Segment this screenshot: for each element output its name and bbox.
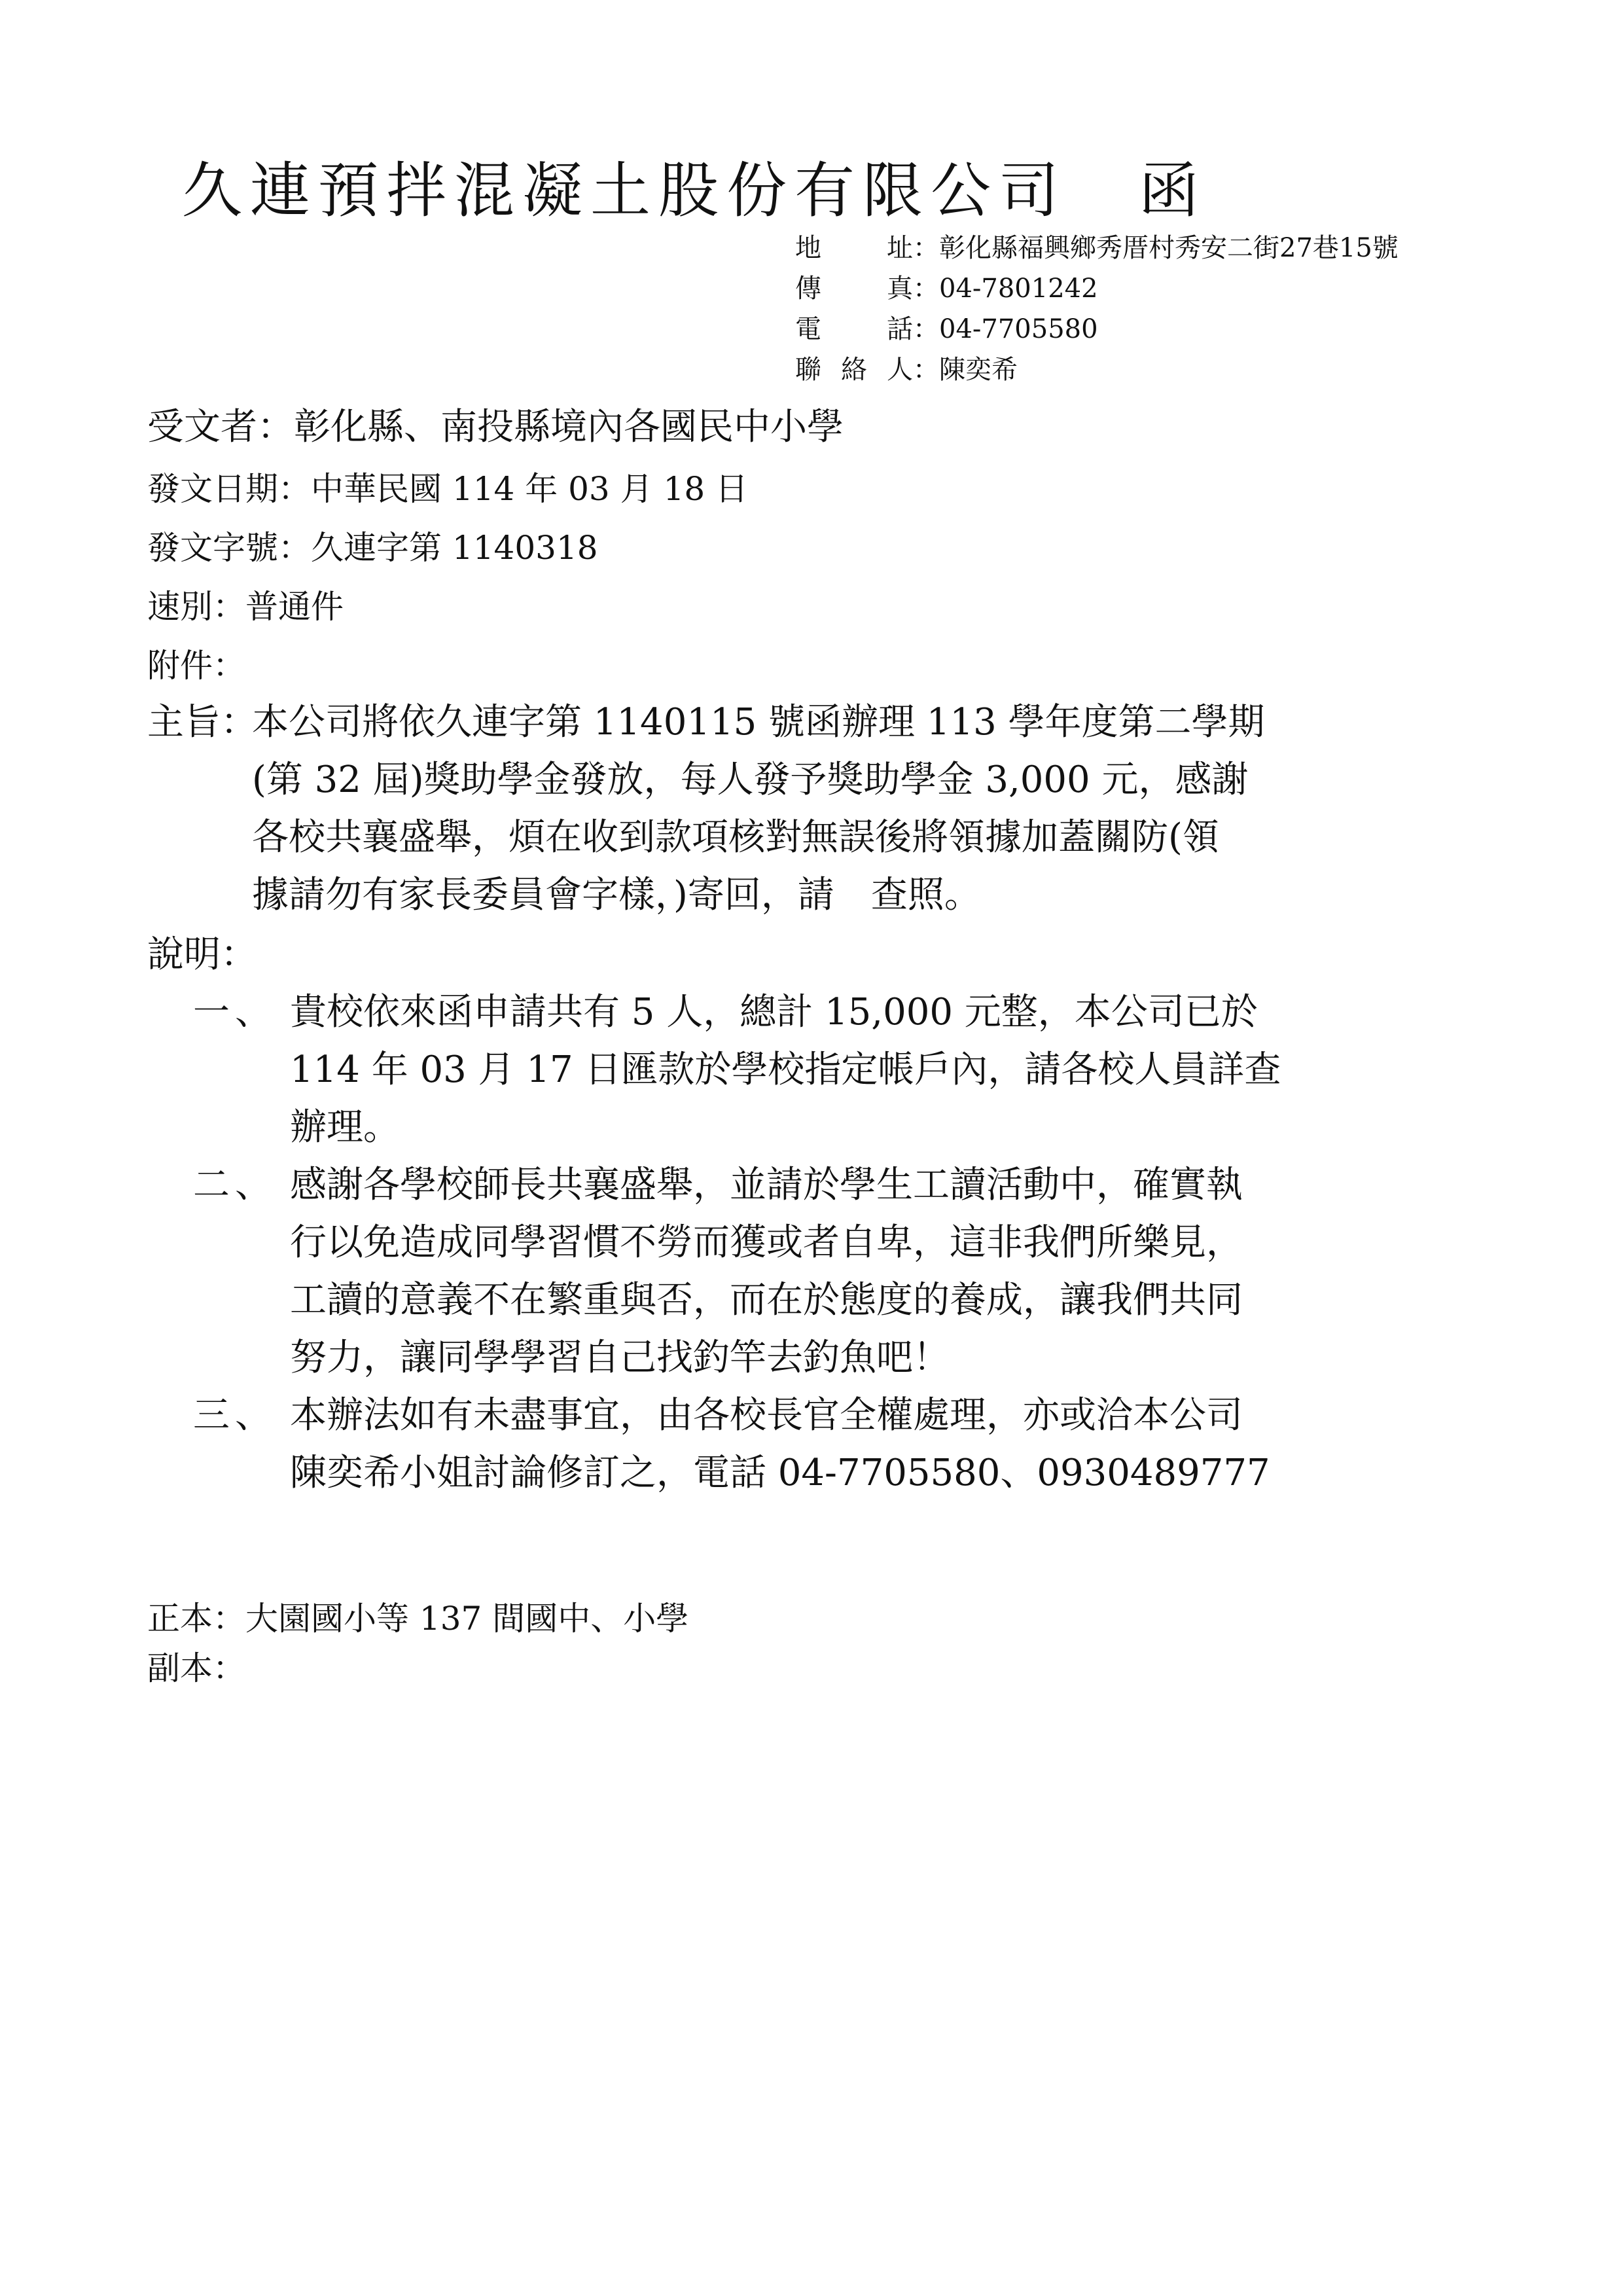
priority-line: 速別：普通件 (147, 588, 344, 626)
contact-label: 聯絡人 (795, 355, 913, 385)
explanation-item (147, 1387, 1456, 1502)
item-number: 三、 (193, 1394, 277, 1437)
subject-text (252, 694, 1456, 924)
issue-date-line: 發文日期：中華民國 114 年 03 月 18 日 (147, 470, 749, 508)
contact-phone (795, 309, 1594, 350)
item-line: 工讀的意義不在繁重與否，而在於態度的養成，讓我們共同 (290, 1279, 1243, 1321)
explanation-heading: 說明： (147, 933, 257, 976)
contact-label: 電話 (795, 314, 913, 344)
contact-block (795, 228, 1594, 390)
contact-fax (795, 268, 1594, 309)
item-text (290, 984, 1429, 1157)
explanation-section (147, 926, 1456, 1502)
company-name: 久連預拌混凝土股份有限公司 (182, 156, 1067, 226)
document-type: 函 (1139, 156, 1207, 226)
item-text (290, 1157, 1429, 1387)
explanation-item (147, 984, 1456, 1157)
subject-heading: 主旨： (147, 701, 257, 744)
recipient-line: 受文者：彰化縣、南投縣境內各國民中小學 (147, 406, 844, 448)
copy-recipients: 副本： (147, 1649, 245, 1687)
letterhead-title (182, 143, 1207, 229)
item-text (290, 1387, 1429, 1502)
subject-line: 據請勿有家長委員會字樣，)寄回，請 查照。 (252, 874, 981, 916)
item-number: 二、 (193, 1164, 277, 1206)
contact-person (795, 350, 1594, 390)
attachment-line: 附件： (147, 647, 245, 685)
contact-value: ：陳奕希 (913, 355, 1018, 385)
document-number-line: 發文字號：久連字第 1140318 (147, 529, 598, 567)
item-line: 貴校依來函申請共有 5 人，總計 15,000 元整，本公司已於 (290, 991, 1258, 1033)
original-recipients: 正本：大園國小等 137 間國中、小學 (147, 1600, 689, 1638)
contact-label: 地址 (795, 233, 913, 263)
subject-line: 各校共襄盛舉，煩在收到款項核對無誤後將領據加蓋關防(領 (252, 816, 1219, 859)
distribution-section (147, 1594, 1456, 1693)
contact-value: ：04-7705580 (913, 314, 1098, 344)
item-number: 一、 (193, 991, 277, 1033)
subject-line: (第 32 屆)獎助學金發放，每人發予獎助學金 3,000 元，感謝 (252, 759, 1249, 801)
item-line: 陳奕希小姐討論修訂之，電話 04-7705580、0930489777 (290, 1452, 1270, 1494)
item-line: 辦理。 (290, 1106, 400, 1149)
contact-value: ：04-7801242 (913, 274, 1098, 304)
document-meta (147, 391, 1587, 692)
item-line: 感謝各學校師長共襄盛舉，並請於學生工讀活動中，確實執 (290, 1164, 1243, 1206)
item-line: 行以免造成同學習慣不勞而獲或者自卑，這非我們所樂見， (290, 1221, 1243, 1264)
item-line: 本辦法如有未盡事宜，由各校長官全權處理，亦或洽本公司 (290, 1394, 1243, 1437)
item-line: 114 年 03 月 17 日匯款於學校指定帳戶內，請各校人員詳查 (290, 1049, 1281, 1091)
contact-value: ：彰化縣福興鄉秀厝村秀安二街27巷15號 (913, 233, 1399, 263)
explanation-item (147, 1157, 1456, 1387)
contact-label: 傳真 (795, 274, 913, 304)
contact-address (795, 228, 1594, 268)
subject-line: 本公司將依久連字第 1140115 號函辦理 113 學年度第二學期 (252, 701, 1265, 744)
item-line: 努力，讓同學學習自己找釣竿去釣魚吧！ (290, 1336, 950, 1379)
